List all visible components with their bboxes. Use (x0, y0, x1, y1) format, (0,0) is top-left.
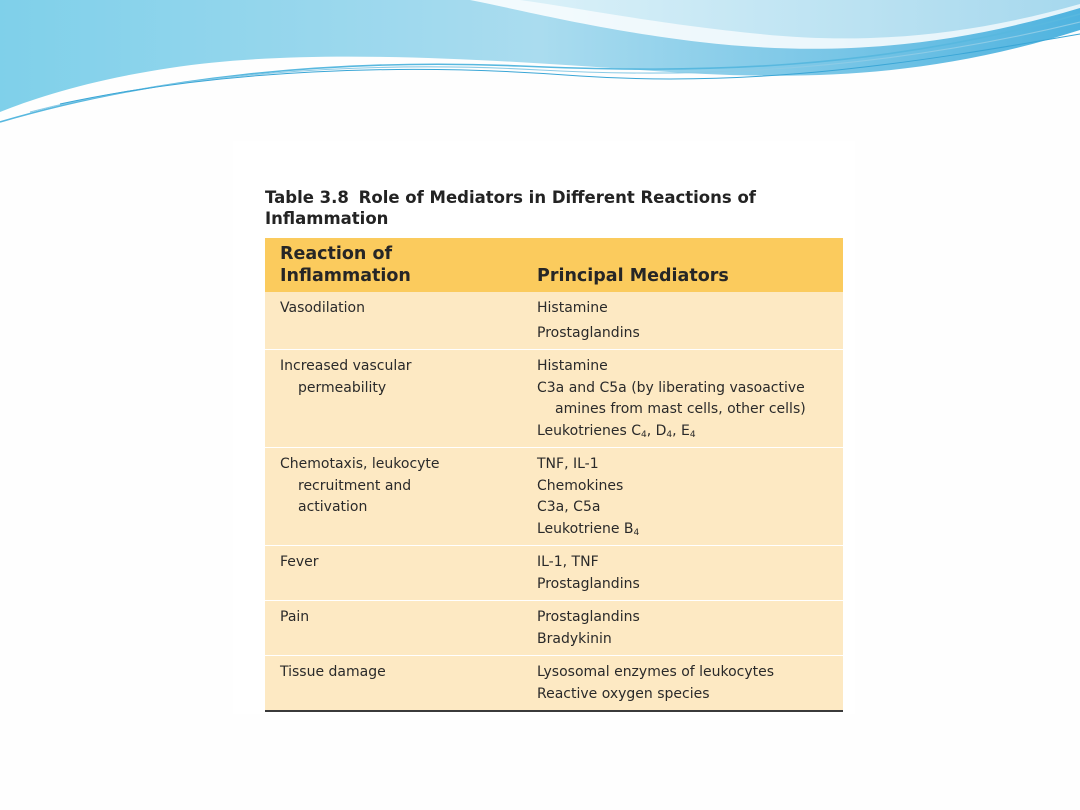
table-row (265, 601, 843, 656)
table-row (265, 656, 843, 712)
table-row (265, 448, 843, 546)
table-row (265, 292, 843, 350)
reaction-cell: Fever (265, 546, 523, 601)
table-title: Role of Mediators in Different Reactions of Inflammation (265, 188, 756, 228)
header-principal-mediators: Principal Mediators (537, 266, 729, 286)
leukotrienes-line: Leukotrienes $C_4$, $D_4$, $E_4$ (537, 422, 696, 440)
table-number: Table 3.8 (265, 188, 349, 207)
mediators-cell: TNF, IL-1 Chemokines C3a, C5a Leukotriene $B_4$ (523, 448, 843, 546)
reaction-cell: Tissue damage (265, 656, 523, 712)
reaction-cell: Increased vascular permeability (265, 350, 523, 448)
leukotriene-b4-line: Leukotriene $B_4$ (537, 520, 640, 538)
header-reaction: Reaction of Inflammation (280, 244, 411, 286)
mediators-cell: IL-1, TNF Prostaglandins (523, 546, 843, 601)
mediators-cell: Histamine Prostaglandins (537, 300, 640, 341)
decorative-wave-header (0, 0, 1080, 130)
mediators-cell: Prostaglandins Bradykinin (523, 601, 843, 656)
mediators-table (265, 238, 843, 712)
mediators-cell: Lysosomal enzymes of leukocytes Reactive oxygen species (523, 656, 843, 712)
mediators-cell: Histamine C3a and C5a (by liberating vasoactive amines from mast cells, other cells) Leukotrienes $C_4$, $D_4$, $E_4$ (523, 350, 843, 448)
reaction-cell: Vasodilation (280, 300, 365, 316)
table-row (265, 546, 843, 601)
table-header-row (265, 238, 843, 292)
reaction-cell: Chemotaxis, leukocyte recruitment and activation (265, 448, 523, 546)
table-caption (265, 187, 825, 229)
table-row (265, 350, 843, 448)
textbook-table-image (233, 141, 855, 714)
reaction-cell: Pain (265, 601, 523, 656)
